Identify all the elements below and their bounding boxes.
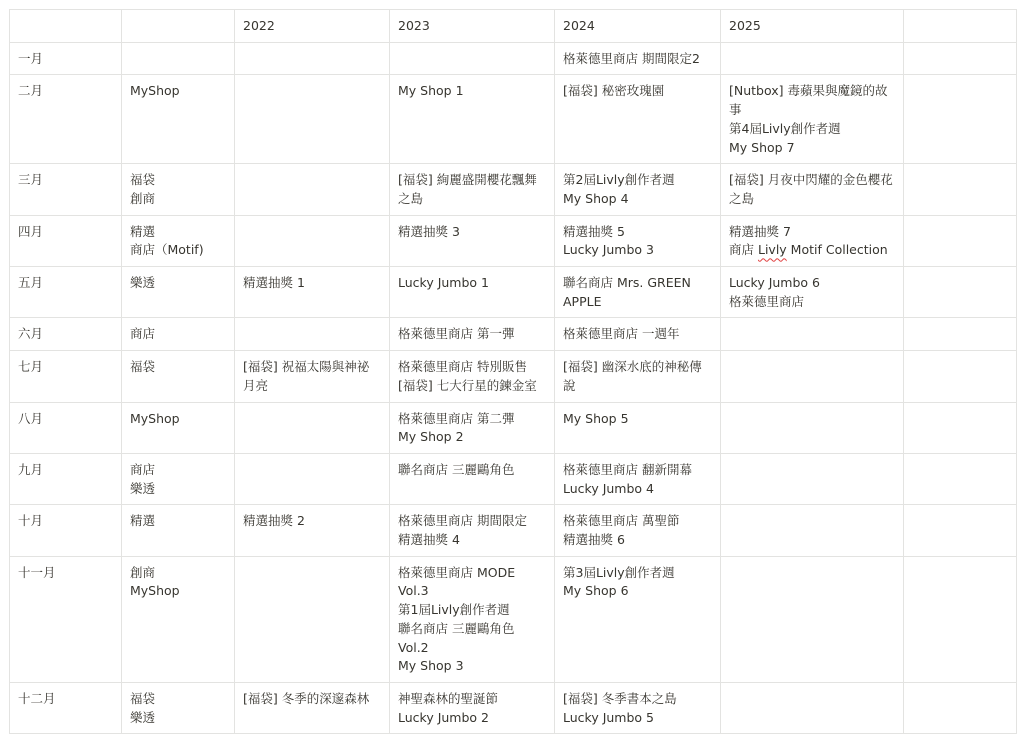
cell-2025[interactable] <box>721 75 904 164</box>
table-row <box>10 556 1017 682</box>
cell-2024[interactable] <box>555 42 721 75</box>
table-row <box>10 453 1017 504</box>
cell-empty[interactable] <box>904 556 1017 682</box>
cell-text-line: 格萊德里商店 一週年 <box>563 326 680 342</box>
cell-2023[interactable] <box>390 215 555 266</box>
cell-category[interactable] <box>122 351 235 402</box>
cell-text-line: [福袋] 幽深水底的神秘傳說 <box>563 359 702 393</box>
cell-2025[interactable] <box>721 682 904 733</box>
cell-2025[interactable] <box>721 215 904 266</box>
cell-empty[interactable] <box>904 42 1017 75</box>
cell-month[interactable]: 一月 <box>10 42 122 75</box>
table-row <box>10 42 1017 75</box>
cell-text-line: [Nutbox] 毒蘋果與魔鏡的故事 <box>729 83 888 118</box>
cell-2024[interactable] <box>555 351 721 402</box>
cell-2022[interactable] <box>235 267 390 318</box>
cell-text-line: My Shop 1 <box>398 83 464 99</box>
cell-2025[interactable] <box>721 267 904 318</box>
spellcheck-underline: Livly <box>757 242 787 258</box>
cell-month[interactable]: 六月 <box>10 318 122 351</box>
cell-text-line: 第2屆Livly創作者週 <box>563 172 675 188</box>
table-row <box>10 318 1017 351</box>
cell-text-line: 格萊德里商店 <box>729 293 805 309</box>
cell-text-line: My Shop 2 <box>398 429 464 445</box>
header-cell-2023[interactable]: 2023 <box>390 10 555 43</box>
cell-category[interactable] <box>122 75 235 164</box>
cell-category[interactable] <box>122 164 235 215</box>
header-cell-2024[interactable]: 2024 <box>555 10 721 43</box>
cell-text-line: 格萊德里商店 第一彈 <box>398 326 515 342</box>
table-row <box>10 505 1017 556</box>
cell-category[interactable] <box>122 267 235 318</box>
cell-text-line: My Shop 5 <box>563 410 629 426</box>
cell-category[interactable] <box>122 453 235 504</box>
yearly-event-calendar-table <box>9 9 1017 734</box>
cell-2025[interactable] <box>721 164 904 215</box>
cell-empty[interactable] <box>904 505 1017 556</box>
cell-month[interactable]: 八月 <box>10 402 122 453</box>
cell-text-line: Lucky Jumbo 2 <box>398 709 489 725</box>
cell-text-line: 創商 <box>130 190 156 206</box>
cell-month[interactable]: 九月 <box>10 453 122 504</box>
cell-text-line: My Shop 4 <box>563 190 629 206</box>
cell-empty[interactable] <box>904 318 1017 351</box>
cell-text-line: 樂透 <box>130 480 156 496</box>
cell-empty[interactable] <box>904 164 1017 215</box>
cell-text-line: 精選抽獎 2 <box>243 513 305 529</box>
cell-2025[interactable] <box>721 556 904 682</box>
header-cell-2025[interactable]: 2025 <box>721 10 904 43</box>
cell-text-line: MyShop <box>130 83 180 99</box>
cell-text-line: [福袋] 祝福太陽與神祕月亮 <box>243 359 370 393</box>
cell-text-line: 格萊德里商店 MODE Vol.3 <box>398 564 516 599</box>
cell-month[interactable]: 五月 <box>10 267 122 318</box>
cell-text-line: 精選抽獎 5 <box>563 223 625 239</box>
table-body <box>10 42 1017 734</box>
table-header-row <box>10 10 1017 43</box>
cell-2024[interactable] <box>555 402 721 453</box>
cell-text-line: 商店 Livly Motif Collection <box>729 242 888 258</box>
cell-category[interactable] <box>122 42 235 75</box>
cell-text-line: 創商 <box>130 564 156 580</box>
cell-text-line: 樂透 <box>130 275 156 291</box>
cell-empty[interactable] <box>904 215 1017 266</box>
cell-text-line: MyShop <box>130 410 180 426</box>
cell-2025[interactable] <box>721 318 904 351</box>
header-cell-month[interactable] <box>10 10 122 43</box>
cell-2024[interactable] <box>555 164 721 215</box>
cell-2025[interactable] <box>721 505 904 556</box>
cell-2023[interactable] <box>390 164 555 215</box>
cell-text-line: [福袋] 月夜中閃耀的金色櫻花之島 <box>729 172 893 206</box>
table-row <box>10 215 1017 266</box>
cell-category[interactable] <box>122 556 235 682</box>
cell-2022[interactable] <box>235 215 390 266</box>
cell-text-line: 福袋 <box>130 359 156 375</box>
cell-text-line: 格萊德里商店 期間限定 <box>398 513 527 529</box>
cell-empty[interactable] <box>904 267 1017 318</box>
cell-2024[interactable] <box>555 318 721 351</box>
cell-2023[interactable] <box>390 267 555 318</box>
cell-text-line: 福袋 <box>130 172 156 188</box>
table-row <box>10 267 1017 318</box>
header-cell-empty[interactable] <box>904 10 1017 43</box>
cell-2022[interactable] <box>235 351 390 402</box>
cell-2023[interactable] <box>390 556 555 682</box>
cell-text-line: My Shop 6 <box>563 583 629 599</box>
cell-2022[interactable] <box>235 318 390 351</box>
cell-2024[interactable] <box>555 556 721 682</box>
table-row <box>10 351 1017 402</box>
cell-text-line: 聯名商店 三麗鷗角色 <box>398 461 515 477</box>
cell-text-line: 福袋 <box>130 690 156 706</box>
cell-2025[interactable] <box>721 453 904 504</box>
cell-category[interactable] <box>122 215 235 266</box>
cell-2025[interactable] <box>721 402 904 453</box>
cell-text-line: 精選抽獎 7 <box>729 223 791 239</box>
cell-text-line: 精選抽獎 4 <box>398 532 460 548</box>
cell-text-line: 聯名商店 Mrs. GREEN APPLE <box>563 275 691 309</box>
cell-2024[interactable] <box>555 215 721 266</box>
cell-empty[interactable] <box>904 402 1017 453</box>
cell-text-line: 第3屆Livly創作者週 <box>563 564 675 580</box>
cell-2023[interactable] <box>390 682 555 733</box>
cell-2024[interactable] <box>555 682 721 733</box>
table-row <box>10 164 1017 215</box>
cell-2022[interactable] <box>235 682 390 733</box>
cell-2022[interactable] <box>235 42 390 75</box>
cell-empty[interactable] <box>904 75 1017 164</box>
cell-text-line: My Shop 7 <box>729 139 795 155</box>
cell-category[interactable] <box>122 682 235 733</box>
table-row <box>10 75 1017 164</box>
cell-text-line: Lucky Jumbo 1 <box>398 275 489 291</box>
cell-2023[interactable] <box>390 318 555 351</box>
cell-text-line: 格萊德里商店 翻新開幕 <box>563 461 692 477</box>
cell-text-line: My Shop 3 <box>398 658 464 674</box>
cell-month[interactable]: 三月 <box>10 164 122 215</box>
cell-2023[interactable] <box>390 42 555 75</box>
cell-text-line: 第1屆Livly創作者週 <box>398 602 510 618</box>
cell-text-line: 格萊德里商店 萬聖節 <box>563 513 680 529</box>
cell-text-line: Lucky Jumbo 5 <box>563 709 654 725</box>
cell-text-line: [福袋] 絢麗盛開櫻花飄舞之島 <box>398 172 537 206</box>
cell-2024[interactable] <box>555 75 721 164</box>
cell-text-line: [福袋] 七大行星的鍊金室 <box>398 377 537 393</box>
cell-text-line: 神聖森林的聖誕節 <box>398 690 499 706</box>
cell-2022[interactable] <box>235 402 390 453</box>
cell-2023[interactable] <box>390 402 555 453</box>
cell-2024[interactable] <box>555 267 721 318</box>
cell-text-line: 格萊德里商店 期間限定2 <box>563 50 700 66</box>
cell-text-line: [福袋] 冬季的深邃森林 <box>243 690 370 706</box>
cell-text-line: 格萊德里商店 特別販售 <box>398 359 527 375</box>
cell-2022[interactable] <box>235 453 390 504</box>
cell-text-line: 精選 <box>130 223 156 239</box>
cell-month[interactable]: 二月 <box>10 75 122 164</box>
cell-2022[interactable] <box>235 75 390 164</box>
cell-text-line: 商店（Motif) <box>130 242 204 258</box>
cell-2025[interactable] <box>721 42 904 75</box>
cell-empty[interactable] <box>904 351 1017 402</box>
table-row <box>10 682 1017 733</box>
cell-month[interactable]: 十一月 <box>10 556 122 682</box>
cell-empty[interactable] <box>904 682 1017 733</box>
cell-text-line: 精選抽獎 3 <box>398 223 460 239</box>
cell-2023[interactable] <box>390 453 555 504</box>
table-row <box>10 402 1017 453</box>
cell-2023[interactable] <box>390 351 555 402</box>
notion-table-block <box>9 9 1016 734</box>
cell-2022[interactable] <box>235 505 390 556</box>
cell-2022[interactable] <box>235 556 390 682</box>
cell-empty[interactable] <box>904 453 1017 504</box>
cell-text-line: [福袋] 冬季書本之島 <box>563 690 677 706</box>
cell-text-line: Lucky Jumbo 6 <box>729 275 820 291</box>
cell-2023[interactable] <box>390 75 555 164</box>
cell-text-line: Lucky Jumbo 4 <box>563 480 654 496</box>
header-cell-category[interactable] <box>122 10 235 43</box>
cell-category[interactable] <box>122 505 235 556</box>
cell-text-line: 樂透 <box>130 709 156 725</box>
cell-category[interactable] <box>122 402 235 453</box>
cell-text-line: 格萊德里商店 第二彈 <box>398 410 515 426</box>
cell-text-line: 第4屆Livly創作者週 <box>729 120 841 136</box>
cell-category[interactable] <box>122 318 235 351</box>
cell-2023[interactable] <box>390 505 555 556</box>
cell-text-line: 聯名商店 三麗鷗角色 Vol.2 <box>398 620 515 655</box>
cell-text-line: 精選抽獎 6 <box>563 532 625 548</box>
cell-2025[interactable] <box>721 351 904 402</box>
cell-text-line: 商店 <box>130 326 156 342</box>
cell-text-line: 精選抽獎 1 <box>243 275 305 291</box>
cell-text-line: 精選 <box>130 513 156 529</box>
header-cell-2022[interactable]: 2022 <box>235 10 390 43</box>
cell-month[interactable]: 十月 <box>10 505 122 556</box>
cell-2024[interactable] <box>555 505 721 556</box>
cell-2024[interactable] <box>555 453 721 504</box>
cell-2022[interactable] <box>235 164 390 215</box>
cell-month[interactable]: 四月 <box>10 215 122 266</box>
cell-month[interactable]: 七月 <box>10 351 122 402</box>
cell-month[interactable]: 十二月 <box>10 682 122 733</box>
cell-text-line: 商店 <box>130 461 156 477</box>
cell-text-line: Lucky Jumbo 3 <box>563 242 654 258</box>
cell-text-line: MyShop <box>130 583 180 599</box>
cell-text-line: [福袋] 秘密玫瑰園 <box>563 83 665 99</box>
